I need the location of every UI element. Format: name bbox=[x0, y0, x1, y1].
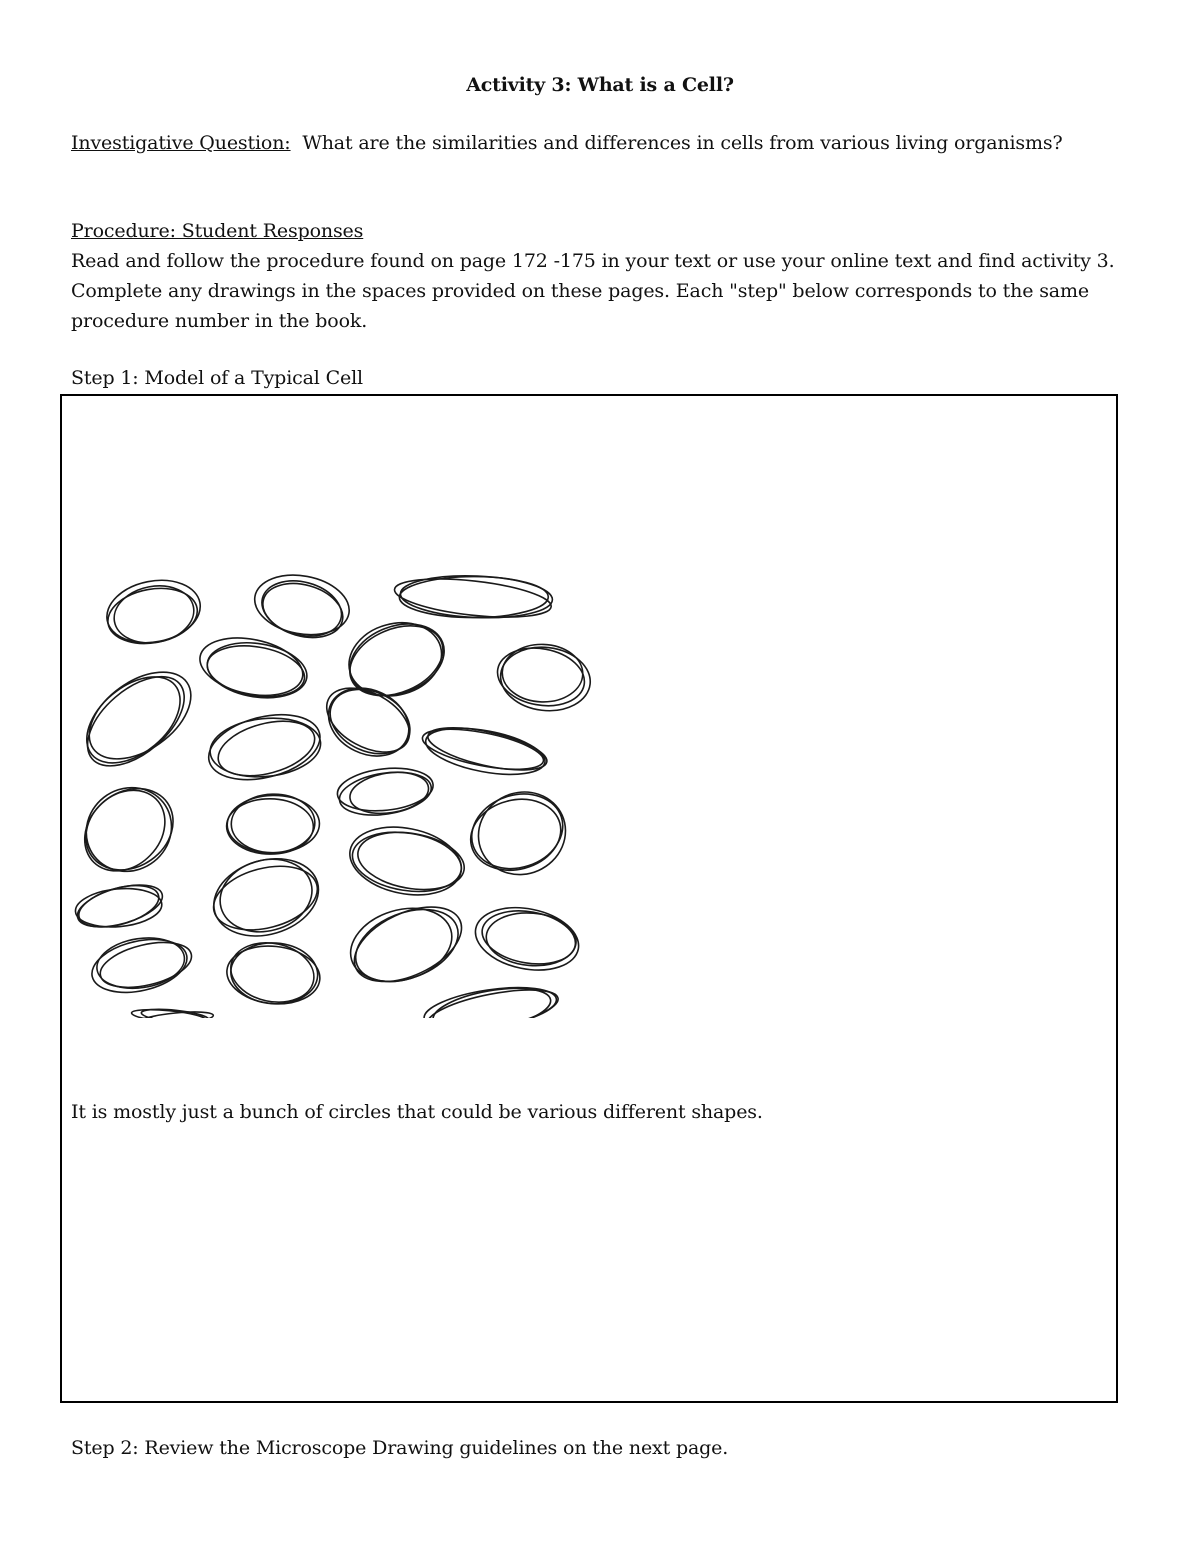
cell-sketch bbox=[73, 877, 167, 935]
page-title: Activity 3: What is a Cell? bbox=[466, 74, 734, 96]
cell-sketch bbox=[419, 719, 550, 782]
procedure-section bbox=[71, 216, 1131, 336]
cell-sketch bbox=[393, 572, 554, 623]
cell-sketch bbox=[226, 793, 320, 854]
procedure-text: Read and follow the procedure found on page 172 -175 in your text or use your online text and find activity 3. Complete any drawings in the spaces provided on these pages. Each "step" below corresponds to the same procedure number in the book. bbox=[71, 250, 1115, 332]
cell-sketch bbox=[250, 570, 354, 646]
cell-sketch bbox=[316, 675, 420, 769]
cell-sketch bbox=[462, 778, 579, 888]
cell-outline-stroke bbox=[229, 940, 320, 1006]
cell-outline-stroke bbox=[317, 675, 420, 769]
cell-outline-stroke bbox=[422, 720, 549, 783]
cell-sketch bbox=[344, 818, 469, 904]
cell-outline-stroke bbox=[212, 712, 320, 786]
cell-outline-stroke bbox=[207, 856, 325, 940]
cell-outline-stroke bbox=[227, 795, 320, 854]
investigative-question bbox=[71, 128, 1131, 158]
cell-sketch bbox=[72, 770, 189, 888]
cell-outline-stroke bbox=[72, 770, 188, 888]
cell-sketch bbox=[339, 611, 454, 709]
question-label: Investigative Question: bbox=[71, 132, 291, 154]
cell-outline-stroke bbox=[202, 704, 327, 790]
cell-sketch bbox=[202, 704, 327, 790]
step1-answer-text: It is mostly just a bunch of circles that could be various different shapes. bbox=[71, 1101, 763, 1123]
procedure-heading: Procedure: Student Responses bbox=[71, 220, 364, 242]
cell-sketch bbox=[131, 1007, 214, 1018]
cell-outline-stroke bbox=[335, 764, 435, 816]
cell-outline-stroke bbox=[101, 573, 205, 651]
step2-label: Step 2: Review the Microscope Drawing guidelines on the next page. bbox=[71, 1437, 729, 1459]
cell-outline-stroke bbox=[96, 934, 196, 995]
cell-sketch bbox=[87, 931, 196, 1001]
cell-sketch bbox=[341, 892, 473, 997]
cell-outline-stroke bbox=[393, 572, 553, 623]
cell-outline-stroke bbox=[74, 885, 164, 930]
cell-outline-stroke bbox=[421, 980, 559, 1018]
cell-sketch bbox=[101, 573, 205, 651]
step1-label: Step 1: Model of a Typical Cell bbox=[71, 367, 363, 389]
cell-sketch bbox=[470, 899, 584, 978]
hand-drawn-cells-sketch bbox=[72, 570, 592, 1018]
cell-sketch bbox=[224, 935, 323, 1009]
cell-outline-stroke bbox=[93, 932, 188, 994]
cell-outline-stroke bbox=[343, 892, 473, 997]
cell-sketch bbox=[72, 654, 207, 782]
cell-outline-stroke bbox=[340, 612, 450, 706]
cell-outline-stroke bbox=[339, 612, 454, 708]
cell-outline-stroke bbox=[478, 904, 580, 971]
cell-sketch bbox=[493, 641, 592, 715]
cell-sketch bbox=[421, 980, 561, 1018]
cell-outline-stroke bbox=[103, 582, 201, 650]
cell-sketch bbox=[204, 847, 327, 948]
cell-outline-stroke bbox=[204, 847, 327, 948]
cell-sketch bbox=[335, 764, 435, 821]
cell-sketch bbox=[195, 629, 311, 704]
cell-outline-stroke bbox=[399, 576, 548, 617]
question-text: What are the similarities and differences in cells from various living organisms? bbox=[302, 132, 1063, 154]
